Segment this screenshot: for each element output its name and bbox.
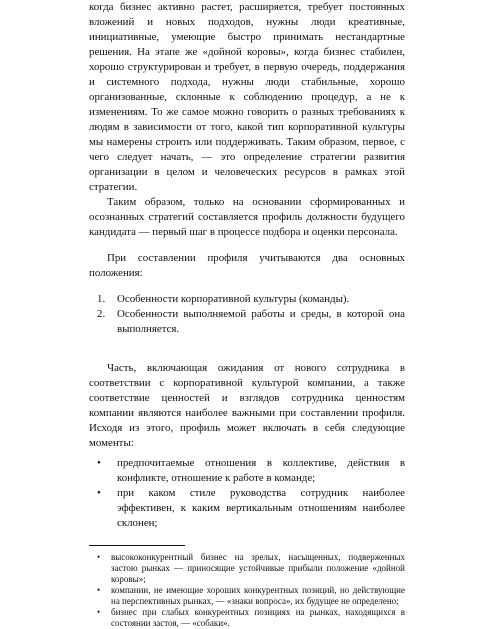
paragraph-profile-contents: Часть, включающая ожидания от нового сотрудника в соответствии с корпоративной культурой компании, а также соответствие ценностей и взглядов сотрудника ценностям компании являются наиболее важными при составлении профиля. Исходя из этого, профиль может включать в себя следующие моменты: <box>89 362 405 449</box>
footnotes <box>89 552 405 629</box>
list-item-text: предпочитаемые отношения в коллективе, действия в конфликте, отношение к работе в команде; <box>117 457 405 484</box>
bullet-icon: • <box>97 487 101 499</box>
bullet-icon: • <box>97 607 101 617</box>
book-page <box>89 0 405 629</box>
numbered-list-item <box>89 307 405 337</box>
paragraph-strategy: когда бизнес активно растет, расширяется, требует постоянных вложений и новых подходов, нужны люди креативные, инициативные, умеющие быстро принимать нестандартные решения. На этапе же «дойной коровы», когда бизнес стабилен, хорошо структурирован и требует, в первую очередь, поддержания и системного подхода, нужны люди стабильные, хорошо организованные, склонные к соблюдению процедур, а не к изменениям. То же самое можно говорить о разных требованиях к людям в зависимости от того, какой тип корпоративной культуры мы намерены строить или поддерживать. Таким образом, первое, с чего следует начать, — это определение стратегии развития организации в целом и человеческих ресурсов в рамках этой стратегии. <box>89 1 405 193</box>
bullet-icon: • <box>97 585 101 595</box>
list-item-text: Особенности корпоративной культуры (команды). <box>117 293 350 305</box>
paragraph-two-provisions: При составлении профиля учитываются два основных положения: <box>89 252 405 279</box>
footnote-divider <box>89 545 185 546</box>
bullet-icon: • <box>97 457 101 469</box>
bullet-list-item <box>89 456 405 486</box>
footnote-text: высококонкурентный бизнес на зрелых, насыщенных, подверженных застою рынках — приносящие устойчивые прибыли положение «дойной коровы»; <box>111 552 405 584</box>
numbered-list <box>89 292 405 337</box>
list-number: 1. <box>97 293 106 305</box>
list-number: 2. <box>97 308 106 320</box>
list-item-text: при каком стиле руководства сотрудник наиболее эффективен, к каким вертикальным отношениям наиболее склонен; <box>117 487 405 529</box>
numbered-list-item <box>89 292 405 307</box>
bullet-icon: • <box>97 552 101 562</box>
list-item-text: Особенности выполняемой работы и среды, в которой она выполняется. <box>117 308 405 335</box>
footnote-text: компании, не имеющие хороших конкурентных позиций, но действующие на перспективных рынках, — «знаки вопроса», их будущее не определено; <box>111 585 405 606</box>
bullet-list <box>89 456 405 531</box>
footnote-item <box>89 607 405 629</box>
bullet-list-item <box>89 486 405 531</box>
footnote-item <box>89 552 405 585</box>
footnote-item <box>89 585 405 607</box>
footnote-text: бизнес при слабых конкурентных позициях на рынках, находящихся в состоянии застоя, — «собаки». <box>111 607 405 628</box>
paragraph-profile-basis: Таким образом, только на основании сформированных и осознанных стратегий составляется профиль должности будущего кандидата — первый шаг в процессе подбора и оценки персонала. <box>89 196 405 238</box>
